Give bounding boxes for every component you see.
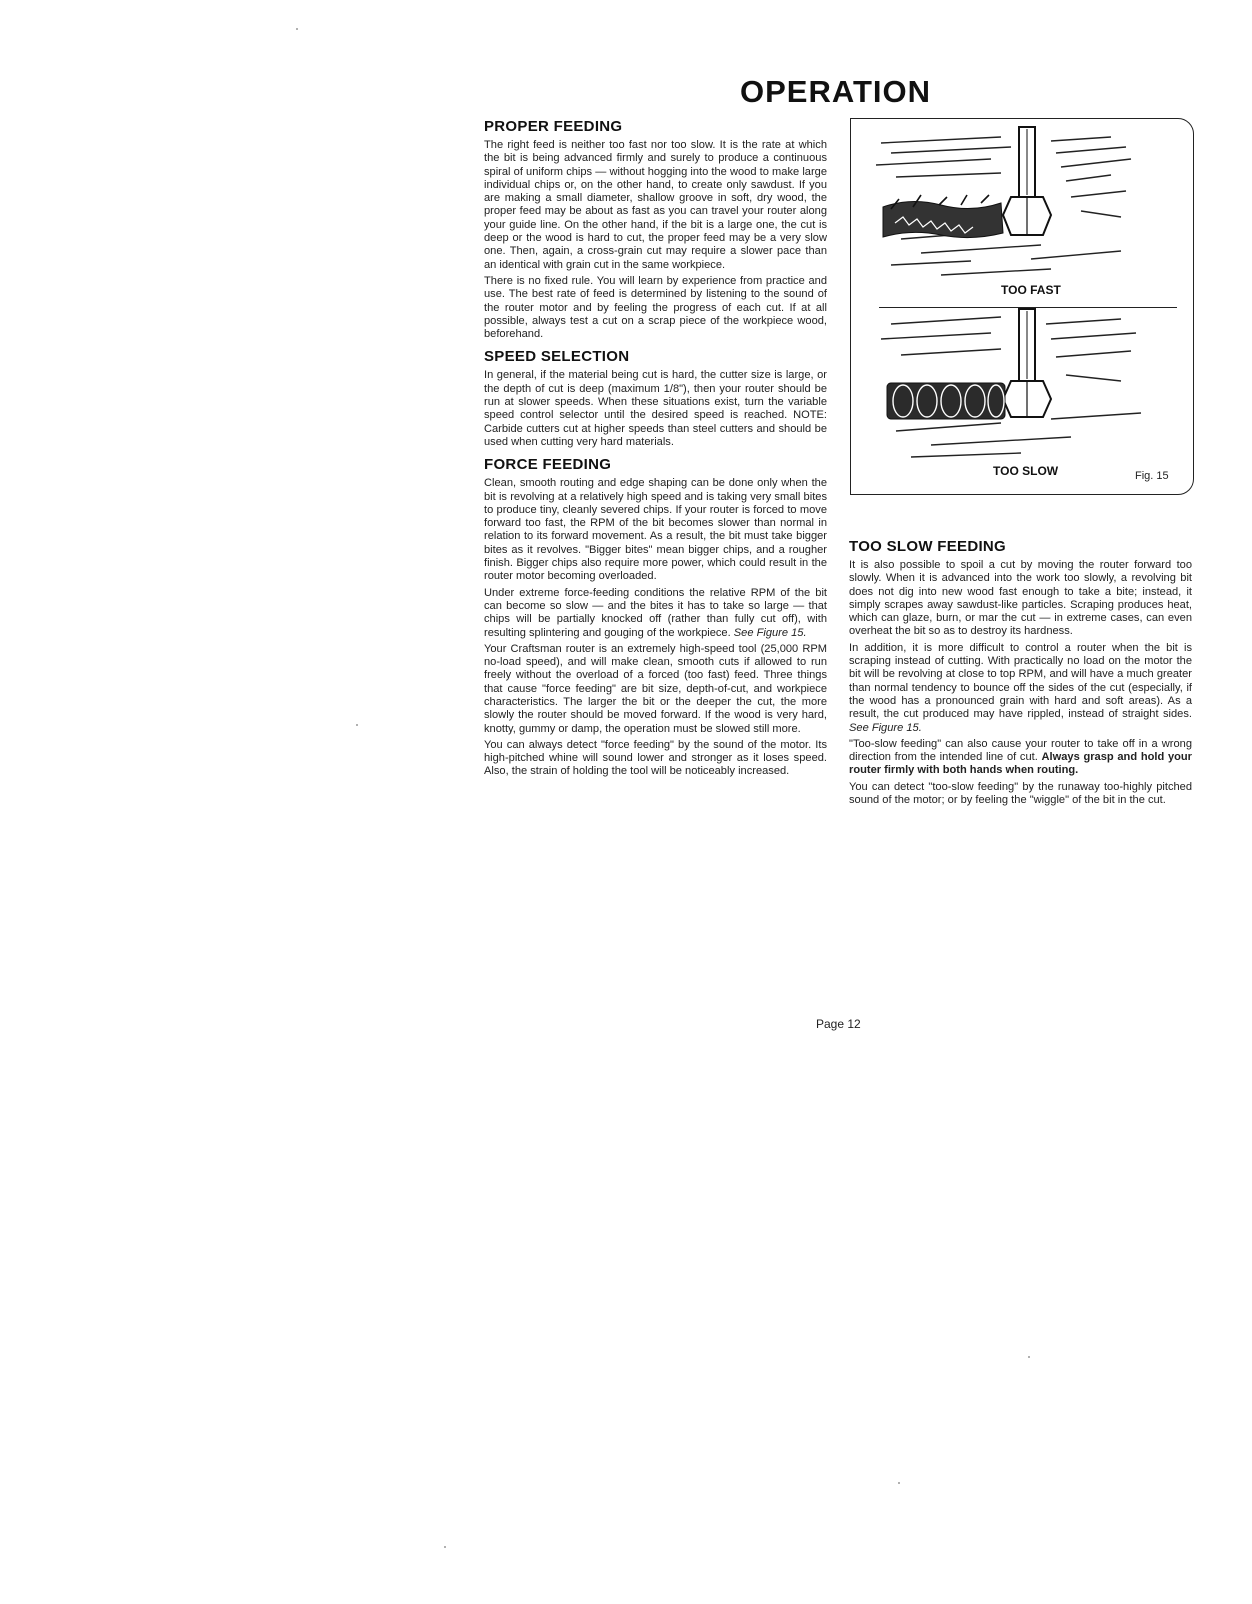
section-heading: SPEED SELECTION [484,348,630,366]
paragraph: It is also possible to spoil a cut by moving the router forward too slowly. When it is advanced into the work too slowly, a revolving bit does not dig into new wood fast enough to take a bite; instead, it simply scrapes away sawdust-like particles. Scraping produces heat, which can glaze, burn, or mar the cut — in extreme cases, can even overheat the bit so as to destroy its hardness. [849,559,1192,638]
paragraph: Your Craftsman router is an extremely high-speed tool (25,000 RPM no-load speed), and will make clean, smooth cuts if allowed to run freely without the overload of a forced (too fast) feed. Three things that cause "force feeding" are bit size, depth-of-cut, and workpiece characteristics. The larger the bit or the deeper the cut, the more slowly the router should be moved forward. If the wood is very hard, knotty, gummy or damp, the operation must be slowed still more. [484,642,827,735]
scan-speck [356,724,358,726]
paragraph: You can always detect "force feeding" by the sound of the motor. Its high-pitched whine will sound lower and stronger as it loses speed. Also, the strain of holding the tool will be noticeably increased. [484,738,827,778]
left-column [484,118,827,786]
router-bit-slow [1003,309,1051,417]
section-heading: TOO SLOW FEEDING [849,538,1007,555]
page-number: Page 12 [816,1017,861,1031]
rough-cut-groove [883,195,1003,238]
figure-label: Fig. 15 [1135,470,1169,482]
paragraph-text: In addition, it is more difficult to control a router when the bit is scraping instead of cutting. With practically no load on the motor the bit will be revolving at close to top RPM, and will have a much greater than normal tendency to bounce off the sides of the cut (especially, if the wood has a pronounced grain with hard and soft areas). As a result, the cut produced may have rippled, instead of straight sides. [849,641,1192,721]
paragraph: There is no fixed rule. You will learn by experience from practice and use. The best rate of feed is determined by listening to the sound of the router motor and by feeling the progress of each cut. If at all possible, always test a cut on a scrap piece of the workpiece wood, beforehand. [484,274,827,341]
safety-warning: Always grasp and hold your router firmly with both hands when routing. [849,751,1192,777]
section-heading: FORCE FEEDING [484,456,612,474]
figure-divider [879,307,1177,308]
paragraph-text: Under extreme force-feeding conditions the relative RPM of the bit can become so slow — and the bites it has to take so large — that chips will be partially knocked off (rather than fully cut off), with resulting splintering and gouging of the workpiece. [484,586,827,639]
scan-speck [444,1546,446,1548]
figure-caption-too-slow: TOO SLOW [993,464,1059,478]
router-bit-fast [1003,127,1051,235]
rippled-cut-groove [887,383,1005,419]
section-force-feeding [484,456,827,779]
paragraph: You can detect "too-slow feeding" by the runaway too-highly pitched sound of the motor; or by feeling the "wiggle" of the bit in the cut. [849,780,1192,807]
figure-15 [850,118,1194,495]
right-column [849,538,1192,814]
section-proper-feeding [484,118,827,341]
section-speed-selection [484,348,827,449]
figure-reference: See Figure 15. [733,626,807,639]
section-heading: PROPER FEEDING [484,118,623,135]
paragraph [849,642,1192,735]
scan-speck [898,1482,900,1484]
figure-reference: See Figure 15. [849,721,922,734]
scan-speck [296,28,298,30]
paragraph: The right feed is neither too fast nor too slow. It is the rate at which the bit is being advanced firmly and surely to produce a continuous spiral of uniform chips — without hogging into the wood to make large individual chips or, on the other hand, to create only sawdust. If you are making a small diameter, shallow groove in soft, dry wood, the proper feed may be about as fast as you can travel your router along your guide line. On the other hand, if the bit is a large one, the cut is deep or the wood is hard to cut, the proper feed may be a very slow one. Then, again, a cross-grain cut may require a slower pace than an identical with grain cut in the same workpiece. [484,139,827,271]
paragraph [849,738,1192,778]
section-too-slow-feeding [849,538,1192,807]
paragraph [484,587,827,640]
paragraph: In general, if the material being cut is hard, the cutter size is large, or the depth of cut is deep (maximum 1/8"), then your router should be run at slower speeds. When these situations exist, turn the variable speed control selector until the desired speed is reached. NOTE: Carbide cutters cut at higher speeds than steel cutters and should be used when cutting very hard materials. [484,369,827,448]
paragraph: Clean, smooth routing and edge shaping can be done only when the bit is revolving at a relatively high speed and is taking very small bites to produce tiny, cleanly severed chips. If your router is forced to move forward too fast, the RPM of the bit becomes slower than normal in relation to its forward movement. As a result, the bit must take bigger bites as it revolves. "Bigger bites" mean bigger chips, and a rougher finish. Bigger chips also require more power, which could result in the router motor becoming overloaded. [484,477,827,583]
scan-speck [1028,1356,1030,1358]
figure-caption-too-fast: TOO FAST [1001,283,1061,297]
paragraph-text: "Too-slow feeding" can also cause your router to take off in a wrong direction from the intended line of cut. [849,737,1192,764]
page-title: OPERATION [740,74,931,109]
